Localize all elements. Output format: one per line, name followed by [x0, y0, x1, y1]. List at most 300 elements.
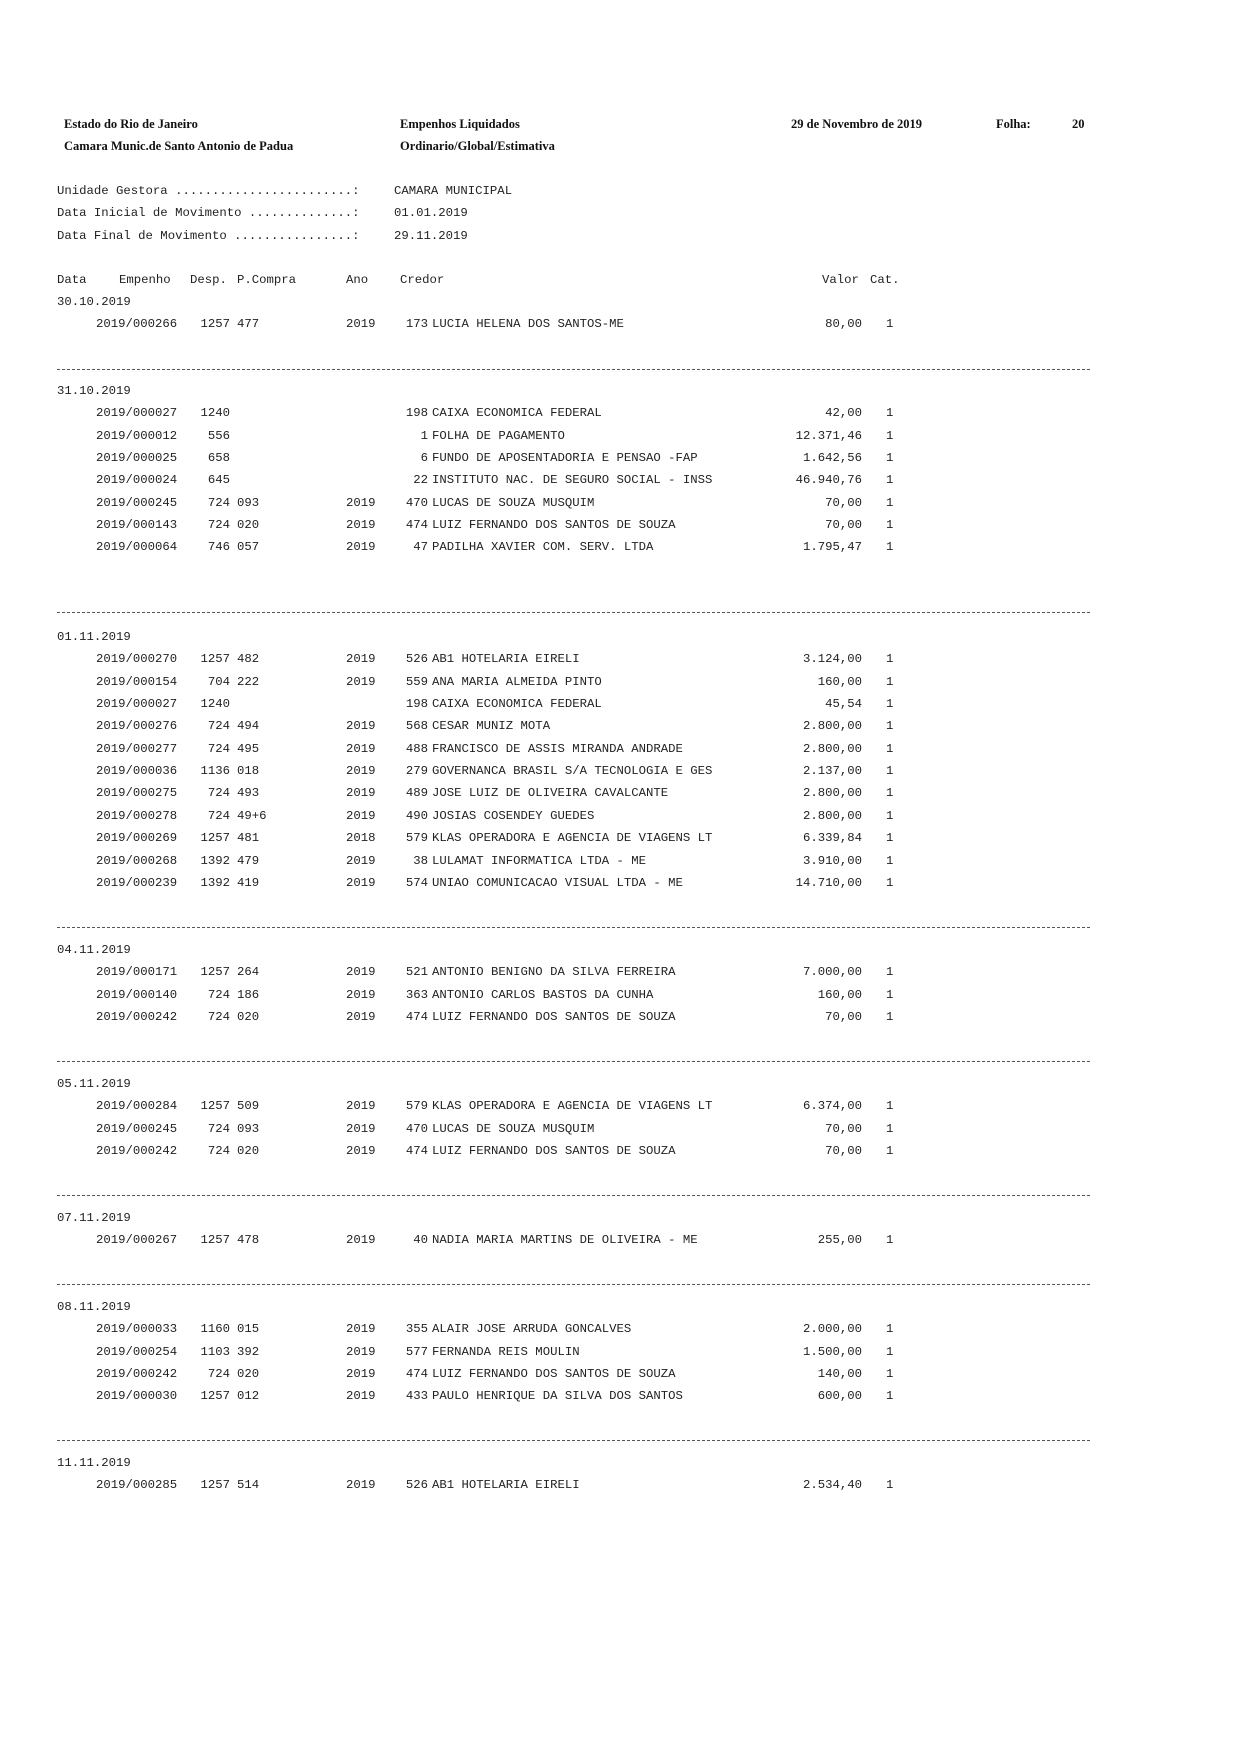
cell-cat: 1	[886, 540, 894, 555]
cell-pcompra: 495	[237, 741, 260, 756]
cell-ano: 2019	[346, 1322, 376, 1337]
group-date: 31.10.2019	[57, 384, 131, 398]
cell-cat: 1	[886, 965, 894, 980]
cell-desp: 1392	[200, 875, 230, 890]
cell-desp: 746	[207, 540, 230, 555]
table-row	[0, 450, 1240, 468]
cell-desp: 724	[207, 741, 230, 756]
group-separator	[57, 612, 1090, 613]
cell-desp: 1257	[200, 317, 230, 332]
info-unidade-gestora	[57, 183, 512, 199]
cell-credor-name: FUNDO DE APOSENTADORIA E PENSAO -FAP	[432, 451, 698, 466]
cell-credor-code: 568	[405, 719, 428, 734]
cell-cat: 1	[886, 1121, 894, 1136]
cell-ano: 2019	[346, 540, 376, 555]
cell-pcompra: 020	[237, 1010, 260, 1025]
cell-pcompra: 186	[237, 987, 260, 1002]
cell-credor-code: 40	[413, 1233, 428, 1248]
cell-cat: 1	[886, 674, 894, 689]
cell-empenho: 2019/000277	[96, 741, 178, 756]
cell-credor-code: 470	[405, 495, 428, 510]
cell-cat: 1	[886, 406, 894, 421]
cell-credor-code: 363	[405, 987, 428, 1002]
cell-desp: 724	[207, 786, 230, 801]
header-entity: Camara Munic.de Santo Antonio de Padua	[64, 139, 294, 153]
cell-empenho: 2019/000030	[96, 1389, 178, 1404]
cell-credor-code: 474	[405, 1010, 428, 1025]
cell-pcompra: 419	[237, 875, 260, 890]
cell-pcompra: 057	[237, 540, 260, 555]
cell-ano: 2019	[346, 652, 376, 667]
cell-cat: 1	[886, 764, 894, 779]
cell-credor-name: AB1 HOTELARIA EIRELI	[432, 1478, 580, 1493]
cell-desp: 1257	[200, 965, 230, 980]
cell-cat: 1	[886, 741, 894, 756]
info-value: CAMARA MUNICIPAL	[394, 184, 513, 198]
cell-ano: 2019	[346, 1121, 376, 1136]
column-header-credor: Credor	[400, 273, 445, 287]
cell-valor: 2.534,40	[802, 1478, 862, 1493]
cell-desp: 724	[207, 808, 230, 823]
cell-pcompra: 020	[237, 518, 260, 533]
cell-desp: 724	[207, 495, 230, 510]
cell-empenho: 2019/000171	[96, 965, 178, 980]
cell-valor: 70,00	[825, 1010, 862, 1025]
table-row	[0, 808, 1240, 826]
cell-credor-code: 433	[405, 1389, 428, 1404]
cell-cat: 1	[886, 652, 894, 667]
cell-ano: 2019	[346, 719, 376, 734]
cell-valor: 160,00	[817, 674, 862, 689]
cell-valor: 1.500,00	[802, 1344, 862, 1359]
cell-empenho: 2019/000245	[96, 495, 178, 510]
cell-valor: 42,00	[825, 406, 862, 421]
cell-credor-name: JOSIAS COSENDEY GUEDES	[432, 808, 595, 823]
cell-empenho: 2019/000268	[96, 853, 178, 868]
cell-desp: 724	[207, 1144, 230, 1159]
cell-credor-name: LUCIA HELENA DOS SANTOS-ME	[432, 317, 624, 332]
cell-pcompra: 481	[237, 831, 260, 846]
cell-valor: 1.642,56	[802, 451, 862, 466]
cell-valor: 2.800,00	[802, 808, 862, 823]
table-row	[0, 405, 1240, 423]
cell-ano: 2019	[346, 518, 376, 533]
cell-ano: 2019	[346, 965, 376, 980]
cell-credor-code: 474	[405, 1144, 428, 1159]
cell-desp: 1257	[200, 1478, 230, 1493]
cell-empenho: 2019/000285	[96, 1478, 178, 1493]
cell-ano: 2019	[346, 317, 376, 332]
cell-credor-name: ALAIR JOSE ARRUDA GONCALVES	[432, 1322, 632, 1337]
cell-credor-name: CAIXA ECONOMICA FEDERAL	[432, 406, 602, 421]
cell-desp: 1240	[200, 406, 230, 421]
cell-credor-name: PADILHA XAVIER COM. SERV. LTDA	[432, 540, 654, 555]
cell-credor-code: 579	[405, 1099, 428, 1114]
cell-cat: 1	[886, 1144, 894, 1159]
cell-cat: 1	[886, 1367, 894, 1382]
cell-credor-name: LULAMAT INFORMATICA LTDA - ME	[432, 853, 647, 868]
cell-desp: 1257	[200, 1389, 230, 1404]
cell-credor-name: LUIZ FERNANDO DOS SANTOS DE SOUZA	[432, 518, 676, 533]
cell-ano: 2019	[346, 987, 376, 1002]
cell-credor-name: FERNANDA REIS MOULIN	[432, 1344, 580, 1359]
cell-desp: 1160	[200, 1322, 230, 1337]
cell-credor-name: INSTITUTO NAC. DE SEGURO SOCIAL - INSS	[432, 473, 713, 488]
column-header-desp: Desp.	[190, 273, 227, 287]
info-data-inicial	[57, 205, 468, 221]
cell-cat: 1	[886, 697, 894, 712]
table-row	[0, 696, 1240, 714]
cell-valor: 14.710,00	[795, 875, 862, 890]
cell-cat: 1	[886, 786, 894, 801]
cell-empenho: 2019/000245	[96, 1121, 178, 1136]
cell-pcompra: 479	[237, 853, 260, 868]
cell-credor-code: 173	[405, 317, 428, 332]
cell-desp: 724	[207, 518, 230, 533]
column-header-pcompra: P.Compra	[237, 273, 297, 287]
cell-empenho: 2019/000276	[96, 719, 178, 734]
info-label: Data Final de Movimento ................:	[57, 229, 360, 243]
cell-empenho: 2019/000275	[96, 786, 178, 801]
cell-credor-name: UNIAO COMUNICACAO VISUAL LTDA - ME	[432, 875, 683, 890]
cell-ano: 2019	[346, 1144, 376, 1159]
cell-desp: 645	[207, 473, 230, 488]
group-separator	[57, 1440, 1090, 1441]
cell-empenho: 2019/000154	[96, 674, 178, 689]
cell-ano: 2019	[346, 786, 376, 801]
table-row	[0, 785, 1240, 803]
cell-pcompra: 493	[237, 786, 260, 801]
cell-empenho: 2019/000254	[96, 1344, 178, 1359]
cell-credor-code: 22	[413, 473, 428, 488]
cell-credor-code: 474	[405, 518, 428, 533]
cell-credor-code: 488	[405, 741, 428, 756]
cell-valor: 70,00	[825, 495, 862, 510]
info-label: Data Inicial de Movimento ..............:	[57, 206, 360, 220]
cell-desp: 724	[207, 1121, 230, 1136]
cell-credor-name: CAIXA ECONOMICA FEDERAL	[432, 697, 602, 712]
cell-credor-name: ANTONIO CARLOS BASTOS DA CUNHA	[432, 987, 654, 1002]
cell-pcompra: 015	[237, 1322, 260, 1337]
report-subtitle: Ordinario/Global/Estimativa	[400, 139, 555, 153]
cell-empenho: 2019/000284	[96, 1099, 178, 1114]
cell-cat: 1	[886, 317, 894, 332]
cell-credor-code: 489	[405, 786, 428, 801]
cell-ano: 2019	[346, 674, 376, 689]
cell-ano: 2019	[346, 1478, 376, 1493]
cell-ano: 2019	[346, 1344, 376, 1359]
cell-credor-name: LUCAS DE SOUZA MUSQUIM	[432, 1121, 595, 1136]
cell-credor-name: FOLHA DE PAGAMENTO	[432, 428, 565, 443]
cell-cat: 1	[886, 853, 894, 868]
sheet-label: Folha:	[996, 117, 1031, 131]
table-row	[0, 1098, 1240, 1116]
group-date: 04.11.2019	[57, 943, 131, 957]
group-date: 07.11.2019	[57, 1211, 131, 1225]
cell-credor-name: FRANCISCO DE ASSIS MIRANDA ANDRADE	[432, 741, 683, 756]
cell-empenho: 2019/000266	[96, 317, 178, 332]
cell-credor-code: 198	[405, 406, 428, 421]
cell-credor-name: GOVERNANCA BRASIL S/A TECNOLOGIA E GES	[432, 764, 713, 779]
cell-cat: 1	[886, 1389, 894, 1404]
cell-empenho: 2019/000143	[96, 518, 178, 533]
cell-pcompra: 514	[237, 1478, 260, 1493]
cell-ano: 2019	[346, 495, 376, 510]
cell-ano: 2019	[346, 741, 376, 756]
cell-cat: 1	[886, 1322, 894, 1337]
cell-cat: 1	[886, 719, 894, 734]
group-date: 08.11.2019	[57, 1300, 131, 1314]
column-header-data: Data	[57, 273, 87, 287]
group-date: 05.11.2019	[57, 1077, 131, 1091]
cell-credor-code: 198	[405, 697, 428, 712]
cell-credor-code: 577	[405, 1344, 428, 1359]
cell-valor: 2.800,00	[802, 741, 862, 756]
cell-valor: 3.910,00	[802, 853, 862, 868]
cell-desp: 1240	[200, 697, 230, 712]
cell-valor: 70,00	[825, 1121, 862, 1136]
cell-ano: 2019	[346, 853, 376, 868]
cell-empenho: 2019/000242	[96, 1010, 178, 1025]
group-separator	[57, 1284, 1090, 1285]
table-row	[0, 428, 1240, 446]
cell-pcompra: 020	[237, 1367, 260, 1382]
cell-cat: 1	[886, 1344, 894, 1359]
cell-empenho: 2019/000064	[96, 540, 178, 555]
cell-pcompra: 392	[237, 1344, 260, 1359]
table-row	[0, 718, 1240, 736]
table-row	[0, 651, 1240, 669]
cell-credor-code: 38	[413, 853, 428, 868]
table-row	[0, 316, 1240, 334]
cell-pcompra: 264	[237, 965, 260, 980]
cell-cat: 1	[886, 495, 894, 510]
group-date: 01.11.2019	[57, 630, 131, 644]
cell-empenho: 2019/000269	[96, 831, 178, 846]
cell-pcompra: 482	[237, 652, 260, 667]
table-row	[0, 539, 1240, 557]
cell-credor-code: 490	[405, 808, 428, 823]
cell-valor: 7.000,00	[802, 965, 862, 980]
report-title: Empenhos Liquidados	[400, 117, 520, 131]
cell-credor-code: 355	[405, 1322, 428, 1337]
table-row	[0, 1121, 1240, 1139]
cell-valor: 12.371,46	[795, 428, 862, 443]
cell-valor: 2.800,00	[802, 719, 862, 734]
cell-cat: 1	[886, 831, 894, 846]
cell-valor: 45,54	[825, 697, 862, 712]
cell-cat: 1	[886, 428, 894, 443]
table-row	[0, 1143, 1240, 1161]
cell-empenho: 2019/000239	[96, 875, 178, 890]
cell-cat: 1	[886, 518, 894, 533]
table-row	[0, 853, 1240, 871]
cell-credor-name: ANTONIO BENIGNO DA SILVA FERREIRA	[432, 965, 676, 980]
cell-valor: 6.374,00	[802, 1099, 862, 1114]
cell-credor-code: 1	[420, 428, 428, 443]
cell-credor-name: JOSE LUIZ DE OLIVEIRA CAVALCANTE	[432, 786, 669, 801]
cell-empenho: 2019/000025	[96, 451, 178, 466]
cell-empenho: 2019/000242	[96, 1367, 178, 1382]
cell-desp: 1103	[200, 1344, 230, 1359]
cell-desp: 724	[207, 1367, 230, 1382]
cell-desp: 1257	[200, 652, 230, 667]
cell-credor-code: 526	[405, 1478, 428, 1493]
table-row	[0, 1321, 1240, 1339]
cell-empenho: 2019/000278	[96, 808, 178, 823]
cell-empenho: 2019/000024	[96, 473, 178, 488]
cell-cat: 1	[886, 473, 894, 488]
cell-cat: 1	[886, 808, 894, 823]
cell-ano: 2019	[346, 1010, 376, 1025]
header-state: Estado do Rio de Janeiro	[64, 117, 198, 131]
table-row	[0, 875, 1240, 893]
cell-pcompra: 018	[237, 764, 260, 779]
cell-desp: 724	[207, 987, 230, 1002]
cell-cat: 1	[886, 451, 894, 466]
cell-credor-code: 574	[405, 875, 428, 890]
cell-empenho: 2019/000036	[96, 764, 178, 779]
table-row	[0, 1344, 1240, 1362]
cell-desp: 724	[207, 719, 230, 734]
cell-pcompra: 012	[237, 1389, 260, 1404]
cell-credor-code: 470	[405, 1121, 428, 1136]
cell-credor-name: KLAS OPERADORA E AGENCIA DE VIAGENS LT	[432, 831, 713, 846]
cell-empenho: 2019/000027	[96, 697, 178, 712]
column-header-ano: Ano	[346, 273, 369, 287]
cell-ano: 2019	[346, 875, 376, 890]
cell-ano: 2019	[346, 1233, 376, 1248]
cell-credor-code: 474	[405, 1367, 428, 1382]
table-row	[0, 763, 1240, 781]
info-label: Unidade Gestora ........................:	[57, 184, 360, 198]
cell-desp: 1257	[200, 1099, 230, 1114]
cell-valor: 2.137,00	[802, 764, 862, 779]
cell-credor-name: PAULO HENRIQUE DA SILVA DOS SANTOS	[432, 1389, 683, 1404]
cell-pcompra: 020	[237, 1144, 260, 1159]
cell-credor-name: LUIZ FERNANDO DOS SANTOS DE SOUZA	[432, 1367, 676, 1382]
cell-desp: 1136	[200, 764, 230, 779]
cell-valor: 2.000,00	[802, 1322, 862, 1337]
cell-empenho: 2019/000027	[96, 406, 178, 421]
cell-desp: 1392	[200, 853, 230, 868]
cell-empenho: 2019/000012	[96, 428, 178, 443]
cell-credor-name: LUCAS DE SOUZA MUSQUIM	[432, 495, 595, 510]
cell-desp: 704	[207, 674, 230, 689]
cell-pcompra: 093	[237, 1121, 260, 1136]
cell-credor-name: CESAR MUNIZ MOTA	[432, 719, 551, 734]
column-header-row	[0, 272, 1240, 290]
cell-pcompra: 509	[237, 1099, 260, 1114]
table-row	[0, 830, 1240, 848]
cell-empenho: 2019/000270	[96, 652, 178, 667]
cell-ano: 2019	[346, 1367, 376, 1382]
table-row	[0, 472, 1240, 490]
column-header-empenho: Empenho	[119, 273, 171, 287]
cell-pcompra: 49+6	[237, 808, 267, 823]
group-separator	[57, 1195, 1090, 1196]
cell-credor-name: LUIZ FERNANDO DOS SANTOS DE SOUZA	[432, 1144, 676, 1159]
cell-credor-name: NADIA MARIA MARTINS DE OLIVEIRA - ME	[432, 1233, 698, 1248]
cell-ano: 2019	[346, 1389, 376, 1404]
cell-credor-name: KLAS OPERADORA E AGENCIA DE VIAGENS LT	[432, 1099, 713, 1114]
group-date: 11.11.2019	[57, 1456, 131, 1470]
cell-empenho: 2019/000033	[96, 1322, 178, 1337]
cell-valor: 46.940,76	[795, 473, 862, 488]
cell-cat: 1	[886, 1233, 894, 1248]
info-value: 01.01.2019	[394, 206, 468, 220]
cell-pcompra: 222	[237, 674, 260, 689]
cell-credor-code: 279	[405, 764, 428, 779]
info-value: 29.11.2019	[394, 229, 468, 243]
cell-pcompra: 477	[237, 317, 260, 332]
table-row	[0, 1388, 1240, 1406]
cell-credor-code: 579	[405, 831, 428, 846]
cell-ano: 2019	[346, 1099, 376, 1114]
cell-cat: 1	[886, 987, 894, 1002]
cell-credor-code: 6	[420, 451, 428, 466]
cell-credor-code: 526	[405, 652, 428, 667]
cell-ano: 2019	[346, 808, 376, 823]
table-row	[0, 495, 1240, 513]
cell-valor: 255,00	[817, 1233, 862, 1248]
table-row	[0, 1232, 1240, 1250]
group-separator	[57, 1061, 1090, 1062]
table-row	[0, 674, 1240, 692]
cell-pcompra: 093	[237, 495, 260, 510]
cell-valor: 3.124,00	[802, 652, 862, 667]
cell-valor: 2.800,00	[802, 786, 862, 801]
cell-valor: 600,00	[817, 1389, 862, 1404]
cell-valor: 70,00	[825, 1144, 862, 1159]
table-row	[0, 987, 1240, 1005]
cell-valor: 1.795,47	[802, 540, 862, 555]
report-date: 29 de Novembro de 2019	[791, 117, 923, 131]
cell-credor-name: ANA MARIA ALMEIDA PINTO	[432, 674, 602, 689]
table-row	[0, 741, 1240, 759]
cell-cat: 1	[886, 1478, 894, 1493]
cell-pcompra: 494	[237, 719, 260, 734]
cell-valor: 80,00	[825, 317, 862, 332]
cell-desp: 1257	[200, 1233, 230, 1248]
cell-pcompra: 478	[237, 1233, 260, 1248]
cell-valor: 160,00	[817, 987, 862, 1002]
info-data-final	[57, 228, 468, 244]
cell-credor-code: 521	[405, 965, 428, 980]
cell-desp: 658	[207, 451, 230, 466]
column-header-cat: Cat.	[870, 273, 900, 287]
cell-valor: 140,00	[817, 1367, 862, 1382]
table-row	[0, 517, 1240, 535]
group-separator	[57, 369, 1090, 370]
table-row	[0, 1366, 1240, 1384]
cell-desp: 1257	[200, 831, 230, 846]
cell-ano: 2019	[346, 764, 376, 779]
table-row	[0, 1477, 1240, 1495]
cell-empenho: 2019/000267	[96, 1233, 178, 1248]
table-row	[0, 964, 1240, 982]
sheet-number: 20	[1072, 117, 1085, 131]
cell-desp: 556	[207, 428, 230, 443]
table-row	[0, 1009, 1240, 1027]
cell-cat: 1	[886, 875, 894, 890]
group-date: 30.10.2019	[57, 295, 131, 309]
cell-ano: 2018	[346, 831, 376, 846]
cell-credor-name: AB1 HOTELARIA EIRELI	[432, 652, 580, 667]
column-header-valor: Valor	[822, 273, 859, 287]
cell-valor: 6.339,84	[802, 831, 862, 846]
cell-cat: 1	[886, 1010, 894, 1025]
